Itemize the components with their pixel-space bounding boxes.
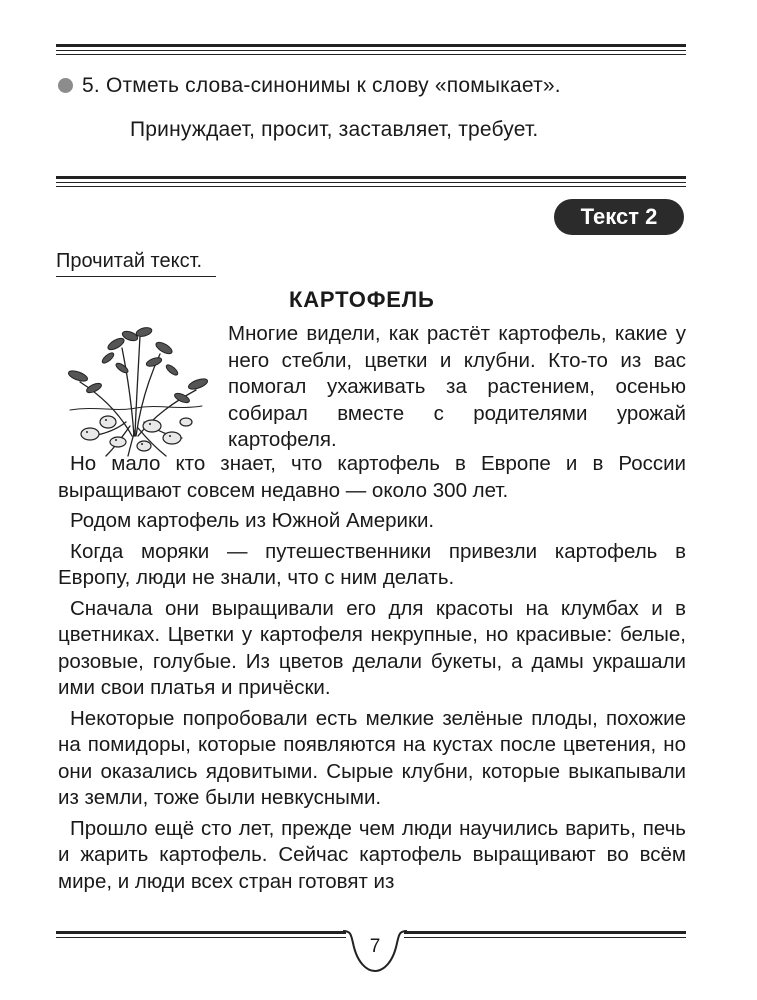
footer-divider-left (56, 931, 346, 938)
task-question: 5. Отметь слова-синонимы к слову «помыкает». (82, 74, 561, 97)
section-divider (56, 176, 686, 187)
footer-divider-right (404, 931, 686, 938)
top-divider (56, 44, 686, 55)
text-number-badge: Текст 2 (554, 199, 684, 235)
article-paragraph: Некоторые попробовали есть мелкие зелёные плоды, похожие на помидоры, которые появляются на кустах после цветения, но они оказались ядовитыми. Сырые клубни, которые выкапывали из земли, тоже были невкусными. (58, 706, 686, 809)
task-answer-options: Принуждает, просит, заставляет, требует. (130, 118, 539, 141)
article-paragraph: Родом картофель из Южной Америки. (70, 509, 435, 532)
reading-instruction: Прочитай текст. (56, 250, 216, 277)
task-5 (58, 74, 698, 98)
article-title: КАРТОФЕЛЬ (289, 287, 435, 312)
page-number: 7 (369, 936, 381, 957)
task-bullet-icon (58, 78, 73, 93)
article-paragraph: Сначала они выращивали его для красоты на клумбах и в цветниках. Цветки у картофеля некрупные, но красивые: белые, розовые, голубые. Из цветов делали букеты, а дамы украшали ими свои платья и причёски. (58, 596, 686, 699)
article-paragraph: Когда моряки — путешественники привезли картофель в Европу, люди не знали, что с ним делать. (58, 539, 686, 589)
potato-plant-illustration (56, 318, 212, 458)
article-intro-paragraph: Многие видели, как растёт картофель, какие у него стебли, цветки и клубни. Кто-то из вас помогал ухаживать за растением, осенью собирал вместе с родителями урожай картофеля. (228, 322, 686, 451)
article-paragraph: Но мало кто знает, что картофель в Европе и в России выращивают совсем недавно — около 300 лет. (58, 452, 686, 502)
article-paragraph: Прошло ещё сто лет, прежде чем люди научились варить, печь и жарить картофель. Сейчас картофель выращивают во всём мире, и люди всех стран готовят из (58, 816, 686, 893)
article-body (58, 451, 686, 895)
